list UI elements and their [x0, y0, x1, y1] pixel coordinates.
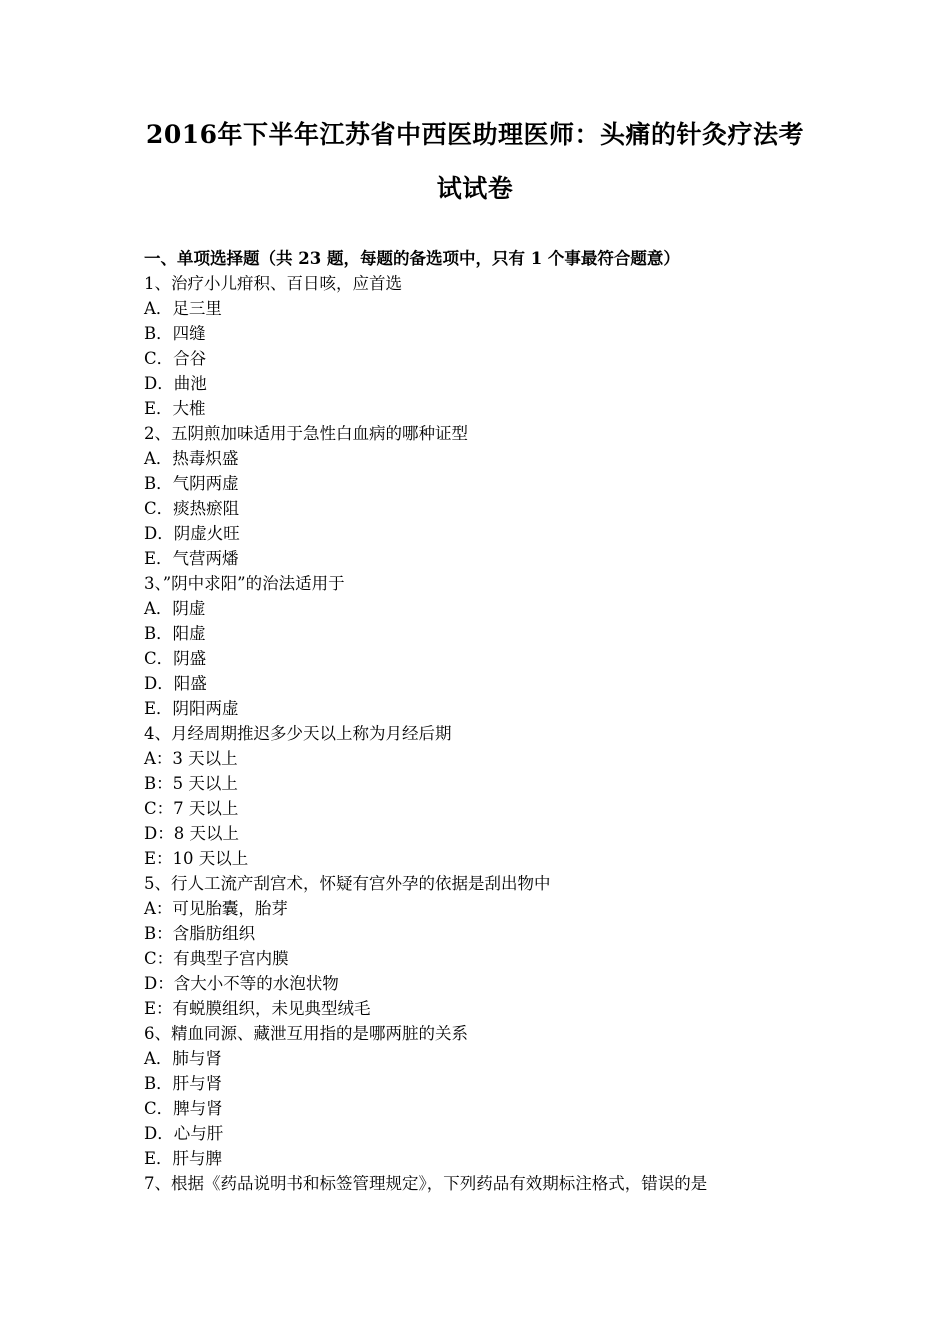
question-2-option: B．气阴两虚	[144, 474, 239, 493]
question-3-option: B．阳虚	[144, 624, 206, 643]
question-7: 7、根据《药品说明书和标签管理规定》，下列药品有效期标注格式，错误的是	[144, 1174, 708, 1193]
question-6-option: D．心与肝	[144, 1124, 224, 1143]
question-5-option: E：有蜕膜组织，未见典型绒毛	[144, 999, 371, 1018]
document-title-line-2: 试试卷	[436, 174, 514, 203]
section-heading: 一、单项选择题（共 23 题，每题的备选项中，只有 1 个事最符合题意）	[144, 249, 680, 268]
question-1-option: C．合谷	[144, 349, 207, 368]
question-5-option: B：含脂肪组织	[144, 924, 256, 943]
question-5: 5、行人工流产刮宫术，怀疑有宫外孕的依据是刮出物中	[144, 874, 551, 893]
question-1: 1、治疗小儿疳积、百日咳，应首选	[144, 274, 402, 293]
question-2: 2、五阴煎加味适用于急性白血病的哪种证型	[144, 424, 468, 443]
question-2-option: C．痰热瘀阻	[144, 499, 240, 518]
question-2-option: A．热毒炽盛	[144, 449, 239, 468]
question-3-option: E．阴阳两虚	[144, 699, 239, 718]
question-3-option: A．阴虚	[144, 599, 206, 618]
question-4-option: E：10 天以上	[144, 849, 249, 868]
document-body	[144, 246, 834, 1196]
question-6-option: E．肝与脾	[144, 1149, 223, 1168]
question-4-option: A：3 天以上	[144, 749, 238, 768]
question-1-option: D．曲池	[144, 374, 207, 393]
question-6-option: B．肝与肾	[144, 1074, 223, 1093]
question-6-option: C．脾与肾	[144, 1099, 223, 1118]
question-4: 4、月经周期推迟多少天以上称为月经后期	[144, 724, 452, 743]
question-3-option: D．阳盛	[144, 674, 207, 693]
question-1-option: B．四缝	[144, 324, 206, 343]
question-5-option: A：可见胎囊，胎芽	[144, 899, 288, 918]
question-2-option: E．气营两燔	[144, 549, 239, 568]
question-3-option: C．阴盛	[144, 649, 207, 668]
document-title-line-1: 2016年下半年江苏省中西医助理医师：头痛的针灸疗法考	[145, 120, 805, 149]
question-4-option: B：5 天以上	[144, 774, 238, 793]
question-4-option: C：7 天以上	[144, 799, 239, 818]
question-1-option: A．足三里	[144, 299, 222, 318]
question-6-option: A．肺与肾	[144, 1049, 222, 1068]
question-1-option: E．大椎	[144, 399, 206, 418]
question-5-option: C：有典型子宫内膜	[144, 949, 289, 968]
question-2-option: D．阴虚火旺	[144, 524, 240, 543]
question-5-option: D：含大小不等的水泡状物	[144, 974, 339, 993]
question-4-option: D：8 天以上	[144, 824, 239, 843]
question-6: 6、精血同源、藏泄互用指的是哪两脏的关系	[144, 1024, 468, 1043]
question-3: 3、”阴中求阳”的治法适用于	[144, 574, 345, 593]
